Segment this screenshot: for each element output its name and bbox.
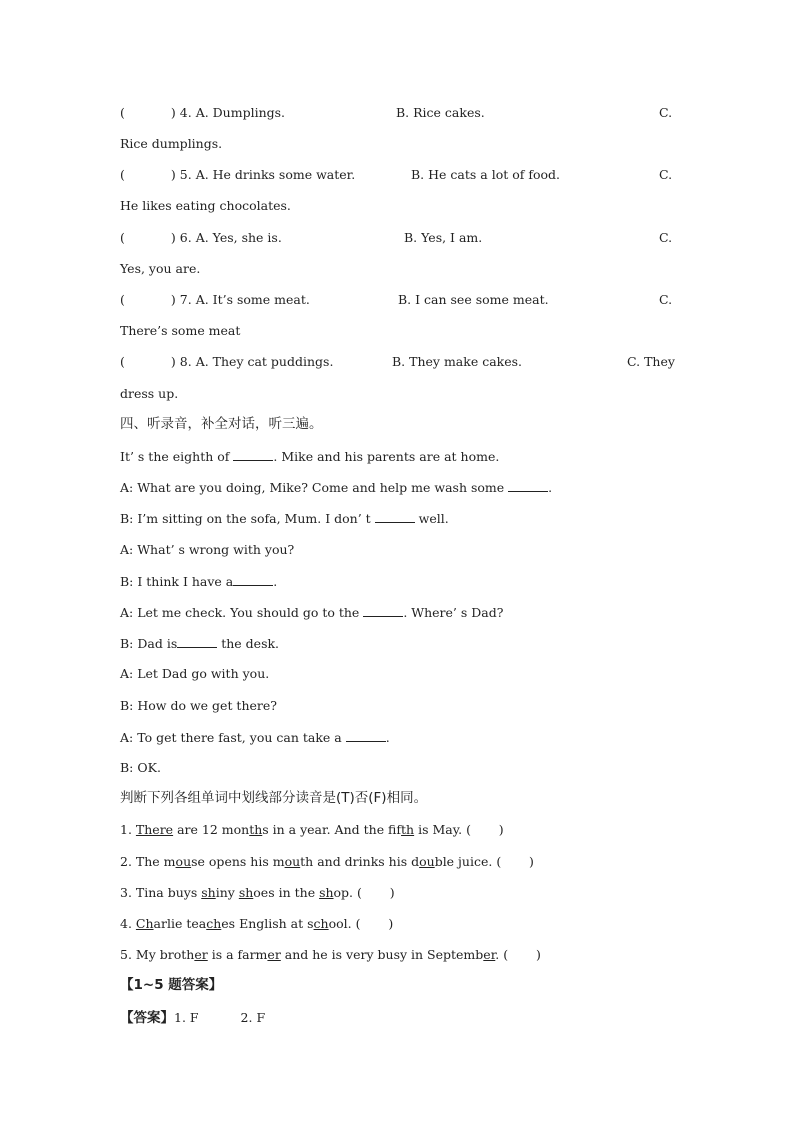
answer-paren[interactable]: ( ) <box>496 854 534 869</box>
option-c-head: C. <box>659 230 673 245</box>
option-a: A. He drinks some water. <box>195 167 356 182</box>
fill-blank[interactable] <box>375 510 415 523</box>
question-number: 4. <box>179 105 192 120</box>
phonics-question-2: 2. The mouse opens his mouth and drinks his double juice. ( ) <box>120 854 534 869</box>
dialogue-line: B: Dad is the desk. <box>120 636 280 651</box>
option-b: B. I can see some meat. <box>398 292 549 307</box>
question-number: 5. <box>179 167 192 182</box>
dialogue-intro: It’ s the eighth of . Mike and his parents are at home. <box>120 449 500 464</box>
choice-6-row <box>120 230 282 246</box>
choice-8-row <box>120 354 333 370</box>
dialogue-line: A: To get there fast, you can take a . <box>120 730 390 745</box>
option-a: A. Yes, she is. <box>195 230 282 245</box>
option-a: A. It’s some meat. <box>195 292 310 307</box>
answer-paren[interactable]: ( ) <box>503 947 541 962</box>
choice-7-row <box>120 292 310 308</box>
answer-paren[interactable]: ( ) <box>120 105 176 120</box>
dialogue-line: B: How do we get there? <box>120 698 277 713</box>
phonics-question-3: 3. Tina buys shiny shoes in the shop. ( ) <box>120 885 395 900</box>
answer-item: 2. F <box>240 1010 266 1025</box>
option-c-tail: There’s some meat <box>120 323 241 338</box>
option-c-head: C. <box>659 167 673 182</box>
answer-paren[interactable]: ( ) <box>120 167 176 182</box>
fill-blank[interactable] <box>363 604 403 617</box>
phonics-question-1: 1. There are 12 months in a year. And the fifth is May. ( ) <box>120 822 504 837</box>
fill-blank[interactable] <box>346 729 386 742</box>
option-a: A. Dumplings. <box>195 105 286 120</box>
dialogue-line: B: OK. <box>120 760 161 775</box>
option-b: B. Rice cakes. <box>396 105 485 120</box>
option-c-tail: dress up. <box>120 386 179 401</box>
question-number: 8. <box>179 354 192 369</box>
answer-paren[interactable]: ( ) <box>357 885 395 900</box>
section-4-heading: 四、听录音，补全对话，听三遍。 <box>120 416 323 432</box>
answer-item: 1. F <box>174 1010 199 1025</box>
phonics-heading: 判断下列各组单词中划线部分读音是(T)否(F)相同。 <box>120 790 428 806</box>
choice-5-row <box>120 167 355 183</box>
choice-4-row <box>120 105 285 121</box>
option-c-head: C. They <box>627 354 675 369</box>
option-c-tail: He likes eating chocolates. <box>120 198 291 213</box>
answer-header: 【1~5 题答案】 <box>120 977 223 993</box>
answer-paren[interactable]: ( ) <box>120 230 176 245</box>
answer-label: 【答案】 <box>120 1010 174 1026</box>
dialogue-line: A: What are you doing, Mike? Come and help me wash some . <box>120 480 553 495</box>
fill-blank[interactable] <box>177 635 217 648</box>
fill-blank[interactable] <box>233 573 273 586</box>
dialogue-line: A: What’ s wrong with you? <box>120 542 295 557</box>
answer-paren[interactable]: ( ) <box>120 354 176 369</box>
answer-paren[interactable]: ( ) <box>120 292 176 307</box>
phonics-question-4: 4. Charlie teaches English at school. ( ) <box>120 916 394 931</box>
option-b: B. Yes, I am. <box>404 230 483 245</box>
dialogue-line: A: Let me check. You should go to the . Where’ s Dad? <box>120 605 504 620</box>
option-c-tail: Rice dumplings. <box>120 136 223 151</box>
answer-paren[interactable]: ( ) <box>355 916 394 931</box>
dialogue-line: A: Let Dad go with you. <box>120 666 270 681</box>
option-a: A. They cat puddings. <box>195 354 334 369</box>
option-c-tail: Yes, you are. <box>120 261 201 276</box>
fill-blank[interactable] <box>508 479 548 492</box>
answer-row <box>120 1010 265 1026</box>
dialogue-line: B: I’m sitting on the sofa, Mum. I don’ t well. <box>120 511 449 526</box>
dialogue-line: B: I think I have a . <box>120 574 278 589</box>
answer-paren[interactable]: ( ) <box>466 822 504 837</box>
option-b: B. He cats a lot of food. <box>411 167 560 182</box>
option-b: B. They make cakes. <box>392 354 523 369</box>
question-number: 6. <box>179 230 192 245</box>
option-c-head: C. <box>659 105 673 120</box>
option-c-head: C. <box>659 292 673 307</box>
question-number: 7. <box>179 292 192 307</box>
fill-blank[interactable] <box>233 448 273 461</box>
phonics-question-5: 5. My brother is a farmer and he is very busy in September. ( ) <box>120 947 541 962</box>
